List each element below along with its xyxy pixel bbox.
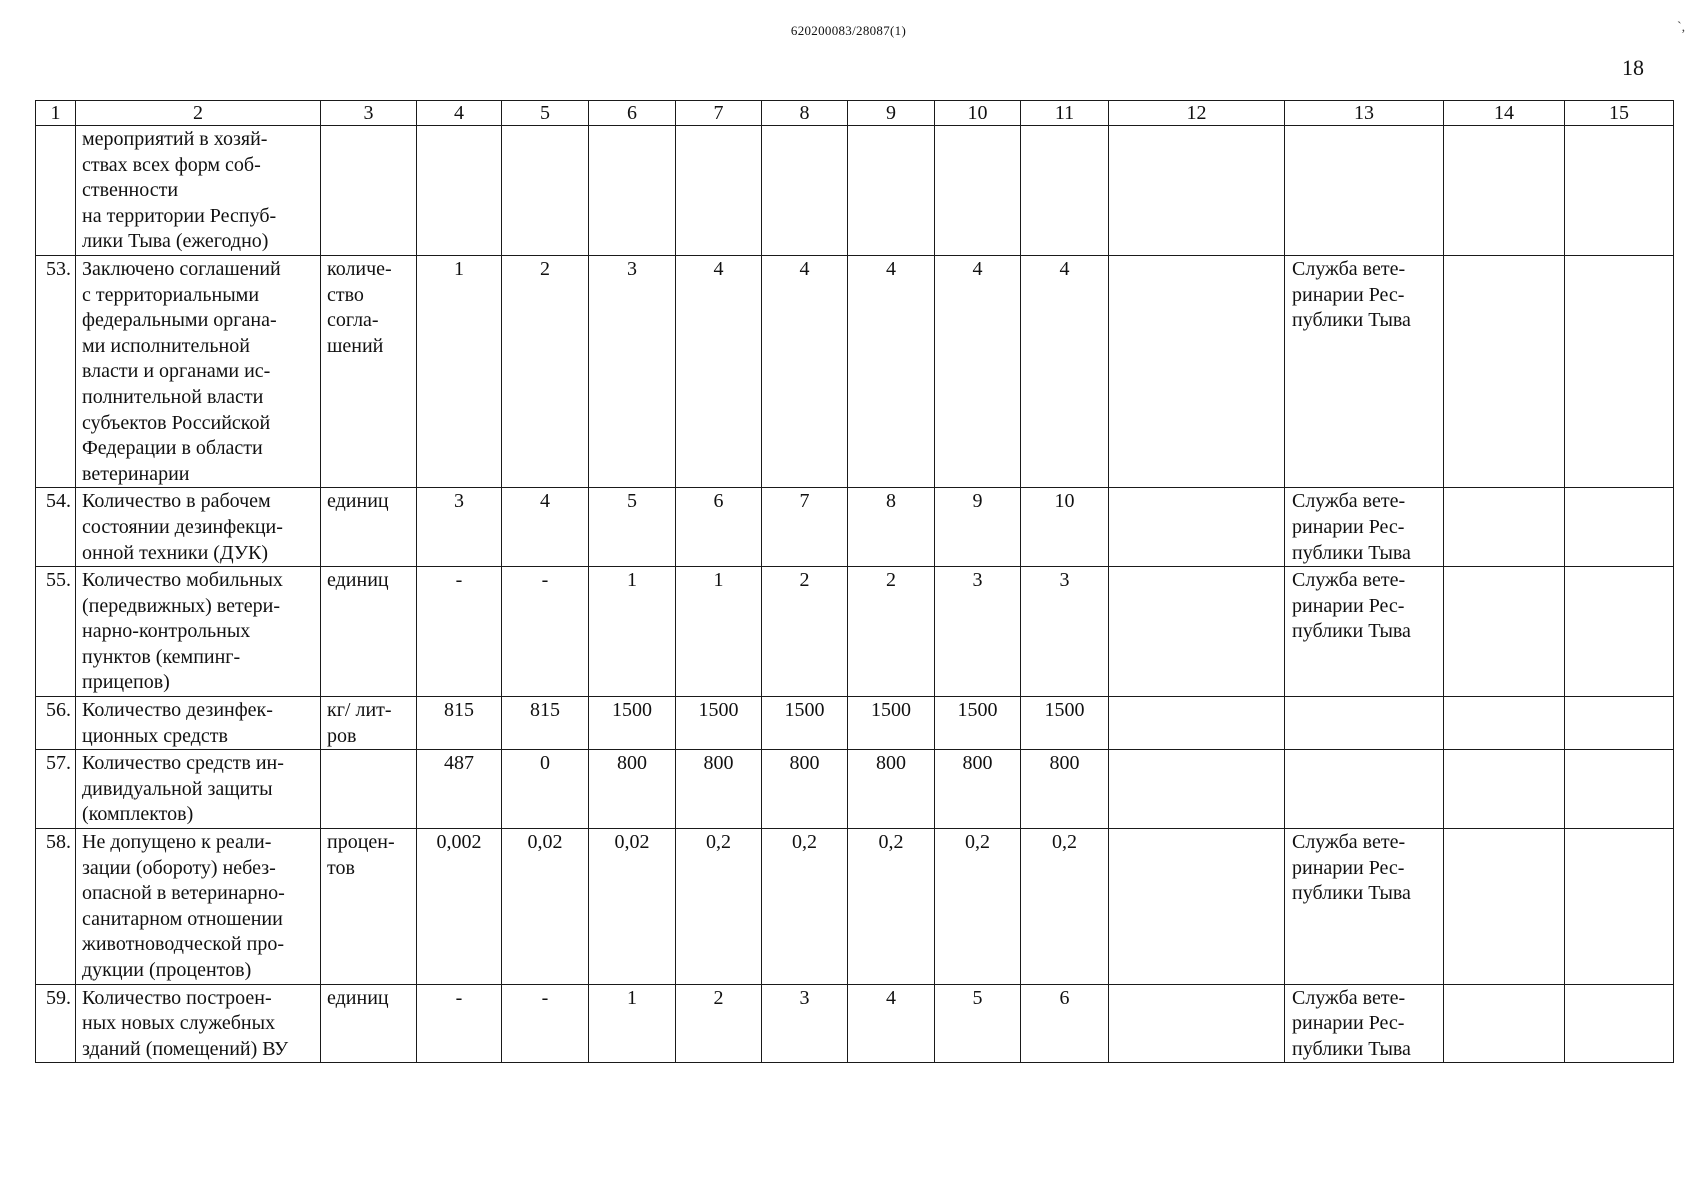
column-12-cell	[1109, 255, 1285, 487]
value-cell: 7	[762, 488, 848, 567]
column-15-cell	[1565, 567, 1674, 697]
indicator-name: Количество в рабочем состоянии дезинфекци- онной техники (ДУК)	[76, 488, 321, 567]
value-cell: 4	[676, 255, 762, 487]
column-header-7: 7	[676, 101, 762, 126]
responsible-agency	[1285, 697, 1444, 750]
value-cell: 4	[762, 255, 848, 487]
column-header-14: 14	[1444, 101, 1565, 126]
responsible-agency: Служба вете- ринарии Рес- публики Тыва	[1285, 829, 1444, 985]
column-header-3: 3	[321, 101, 417, 126]
value-cell	[848, 126, 935, 256]
column-14-cell	[1444, 750, 1565, 829]
column-12-cell	[1109, 984, 1285, 1063]
row-number: 54.	[36, 488, 76, 567]
unit-of-measure	[321, 126, 417, 256]
table-row	[36, 255, 1674, 487]
value-cell	[417, 126, 502, 256]
column-header-4: 4	[417, 101, 502, 126]
indicator-name: Количество построен- ных новых служебных зданий (помещений) ВУ	[76, 984, 321, 1063]
value-cell: 1500	[762, 697, 848, 750]
document-id: 620200083/28087(1)	[790, 23, 907, 38]
responsible-agency: Служба вете- ринарии Рес- публики Тыва	[1285, 984, 1444, 1063]
value-cell: 0,2	[848, 829, 935, 985]
value-cell: 3	[417, 488, 502, 567]
column-12-cell	[1109, 126, 1285, 256]
row-number: 53.	[36, 255, 76, 487]
row-number: 58.	[36, 829, 76, 985]
table-row	[36, 829, 1674, 985]
value-cell: 4	[1021, 255, 1109, 487]
table-row	[36, 984, 1674, 1063]
unit-of-measure: единиц	[321, 488, 417, 567]
value-cell: 1500	[848, 697, 935, 750]
value-cell: 1500	[1021, 697, 1109, 750]
column-header-5: 5	[502, 101, 589, 126]
column-15-cell	[1565, 126, 1674, 256]
value-cell: 4	[502, 488, 589, 567]
value-cell: 2	[502, 255, 589, 487]
unit-of-measure	[321, 750, 417, 829]
value-cell: 3	[762, 984, 848, 1063]
value-cell: 3	[1021, 567, 1109, 697]
value-cell: 9	[935, 488, 1021, 567]
indicators-table	[35, 100, 1674, 1063]
value-cell: 4	[848, 984, 935, 1063]
table-row	[36, 567, 1674, 697]
indicator-name: Количество дезинфек- ционных средств	[76, 697, 321, 750]
column-header-11: 11	[1021, 101, 1109, 126]
column-15-cell	[1565, 829, 1674, 985]
column-14-cell	[1444, 697, 1565, 750]
value-cell: 1	[417, 255, 502, 487]
column-header-6: 6	[589, 101, 676, 126]
column-header-1: 1	[36, 101, 76, 126]
column-15-cell	[1565, 984, 1674, 1063]
value-cell	[762, 126, 848, 256]
indicator-name: Не допущено к реали- зации (обороту) небез- опасной в ветеринарно- санитарном отношении животноводческой про- дукции (процентов)	[76, 829, 321, 985]
value-cell: 5	[589, 488, 676, 567]
responsible-agency: Служба вете- ринарии Рес- публики Тыва	[1285, 255, 1444, 487]
value-cell	[589, 126, 676, 256]
unit-of-measure: единиц	[321, 567, 417, 697]
value-cell: 0,2	[935, 829, 1021, 985]
column-12-cell	[1109, 488, 1285, 567]
column-12-cell	[1109, 829, 1285, 985]
value-cell: 0,02	[502, 829, 589, 985]
table-row	[36, 697, 1674, 750]
value-cell: 1	[589, 567, 676, 697]
responsible-agency	[1285, 126, 1444, 256]
value-cell: 1	[589, 984, 676, 1063]
responsible-agency: Служба вете- ринарии Рес- публики Тыва	[1285, 567, 1444, 697]
table-row	[36, 750, 1674, 829]
column-14-cell	[1444, 984, 1565, 1063]
value-cell: 6	[676, 488, 762, 567]
value-cell: 0,002	[417, 829, 502, 985]
column-12-cell	[1109, 750, 1285, 829]
row-number	[36, 126, 76, 256]
value-cell: 800	[1021, 750, 1109, 829]
column-header-10: 10	[935, 101, 1021, 126]
page-number: 18	[1622, 55, 1644, 80]
column-15-cell	[1565, 697, 1674, 750]
row-number: 55.	[36, 567, 76, 697]
column-14-cell	[1444, 255, 1565, 487]
value-cell: 800	[676, 750, 762, 829]
value-cell: 1500	[589, 697, 676, 750]
column-14-cell	[1444, 829, 1565, 985]
value-cell: 0,2	[1021, 829, 1109, 985]
value-cell: 800	[935, 750, 1021, 829]
value-cell: 5	[935, 984, 1021, 1063]
value-cell: 800	[762, 750, 848, 829]
indicator-name: Заключено соглашений с территориальными федеральными органа- ми исполнительной власти и органами ис- полнительной власти субъектов Российской Федерации в области ветеринарии	[76, 255, 321, 487]
value-cell: 3	[589, 255, 676, 487]
column-12-cell	[1109, 567, 1285, 697]
column-header-13: 13	[1285, 101, 1444, 126]
value-cell: 0,2	[676, 829, 762, 985]
value-cell	[935, 126, 1021, 256]
value-cell: 2	[762, 567, 848, 697]
indicator-name: мероприятий в хозяй- ствах всех форм соб- ственности на территории Респуб- лики Тыва (ежегодно)	[76, 126, 321, 256]
value-cell: 3	[935, 567, 1021, 697]
unit-of-measure: процен- тов	[321, 829, 417, 985]
value-cell: 2	[676, 984, 762, 1063]
value-cell: -	[502, 984, 589, 1063]
responsible-agency	[1285, 750, 1444, 829]
value-cell: 0	[502, 750, 589, 829]
value-cell: -	[417, 567, 502, 697]
column-header-15: 15	[1565, 101, 1674, 126]
column-15-cell	[1565, 488, 1674, 567]
value-cell: 800	[848, 750, 935, 829]
value-cell: 815	[502, 697, 589, 750]
column-header-8: 8	[762, 101, 848, 126]
column-header-2: 2	[76, 101, 321, 126]
unit-of-measure: количе- ство согла- шений	[321, 255, 417, 487]
column-15-cell	[1565, 750, 1674, 829]
column-header-9: 9	[848, 101, 935, 126]
value-cell: 4	[935, 255, 1021, 487]
value-cell: 815	[417, 697, 502, 750]
column-15-cell	[1565, 255, 1674, 487]
responsible-agency: Служба вете- ринарии Рес- публики Тыва	[1285, 488, 1444, 567]
value-cell: 10	[1021, 488, 1109, 567]
unit-of-measure: кг/ лит- ров	[321, 697, 417, 750]
value-cell	[676, 126, 762, 256]
table-row	[36, 488, 1674, 567]
value-cell: 487	[417, 750, 502, 829]
value-cell: 1500	[676, 697, 762, 750]
row-number: 56.	[36, 697, 76, 750]
value-cell: 800	[589, 750, 676, 829]
value-cell: 6	[1021, 984, 1109, 1063]
row-number: 57.	[36, 750, 76, 829]
value-cell: 1	[676, 567, 762, 697]
value-cell: 0,02	[589, 829, 676, 985]
value-cell: -	[417, 984, 502, 1063]
value-cell: 0,2	[762, 829, 848, 985]
value-cell: 2	[848, 567, 935, 697]
value-cell	[502, 126, 589, 256]
value-cell: 4	[848, 255, 935, 487]
column-number-row	[36, 101, 1674, 126]
column-14-cell	[1444, 126, 1565, 256]
value-cell: -	[502, 567, 589, 697]
table-row	[36, 126, 1674, 256]
unit-of-measure: единиц	[321, 984, 417, 1063]
corner-scan-mark: `,	[1677, 20, 1686, 35]
value-cell: 1500	[935, 697, 1021, 750]
column-12-cell	[1109, 697, 1285, 750]
column-header-12: 12	[1109, 101, 1285, 126]
value-cell: 8	[848, 488, 935, 567]
value-cell	[1021, 126, 1109, 256]
column-14-cell	[1444, 488, 1565, 567]
column-14-cell	[1444, 567, 1565, 697]
row-number: 59.	[36, 984, 76, 1063]
indicator-name: Количество мобильных (передвижных) ветери- нарно-контрольных пунктов (кемпинг- прицепов)	[76, 567, 321, 697]
indicator-name: Количество средств ин- дивидуальной защиты (комплектов)	[76, 750, 321, 829]
